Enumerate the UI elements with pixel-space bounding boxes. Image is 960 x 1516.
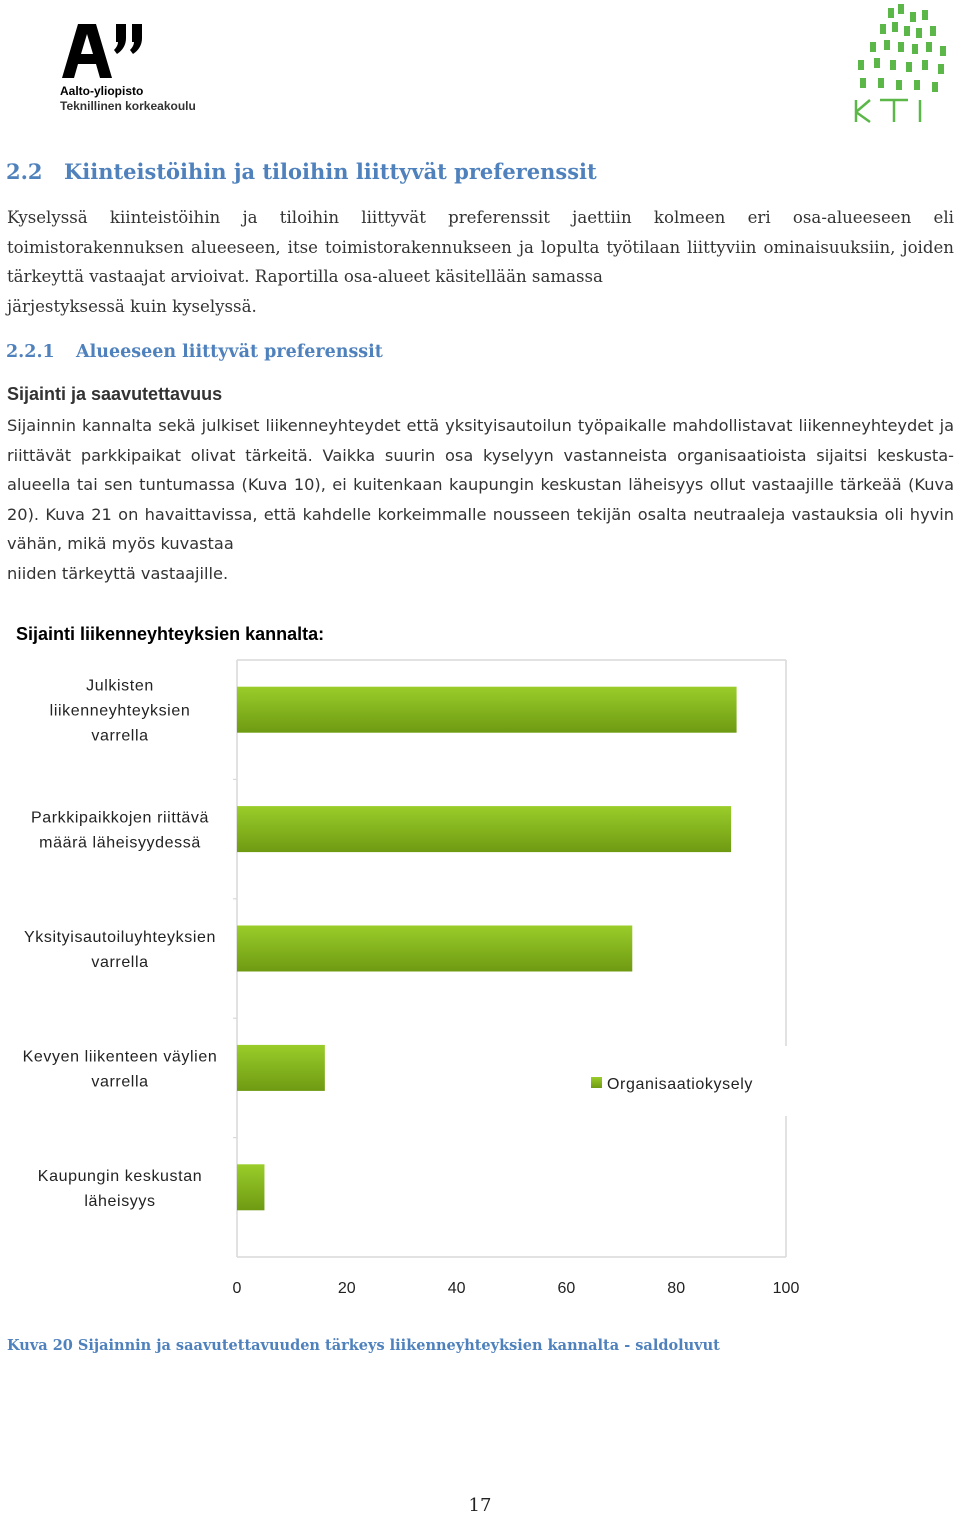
- category-label-4: [23, 1048, 218, 1090]
- legend-swatch: [591, 1077, 602, 1088]
- figure-caption: Kuva 20 Sijainnin ja saavutettavuuden tärkeys liikenneyhteyksien kannalta - saldoluvut: [7, 1337, 720, 1354]
- category-label-line: Kaupungin keskustan: [37, 1167, 203, 1185]
- category-label-line: Julkisten: [86, 677, 154, 695]
- category-label-2: [31, 810, 209, 852]
- bar-2: [237, 806, 731, 852]
- category-label-line: läheisyys: [84, 1192, 156, 1210]
- bar-1: [237, 687, 737, 733]
- x-tick-label: 40: [447, 1280, 466, 1297]
- subsection-title: Alueeseen liittyvät preferenssit: [76, 342, 383, 362]
- category-label-line: varrella: [91, 727, 149, 745]
- intro-paragraph-last-line: järjestyksessä kuin kyselyssä.: [7, 297, 257, 316]
- category-label-line: varrella: [91, 954, 149, 971]
- subsection-number: 2.2.1: [6, 342, 55, 362]
- x-tick-label: 20: [337, 1280, 356, 1297]
- category-label-line: Kevyen liikenteen väylien: [22, 1048, 218, 1066]
- bar-chart: [0, 650, 960, 1310]
- aalto-logo-text: Aalto-yliopisto: [60, 84, 144, 98]
- section-heading: [6, 159, 597, 184]
- bar-5: [237, 1164, 264, 1210]
- chart-title: Sijainti liikenneyhteyksien kannalta:: [16, 624, 325, 644]
- kti-logo: [850, 2, 954, 126]
- location-paragraph-last-line: niiden tärkeyttä vastaajille.: [7, 563, 229, 583]
- category-label-line: Yksityisautoiluyhteyksien: [24, 929, 216, 946]
- category-label-line: varrella: [91, 1073, 149, 1091]
- x-tick-label: 60: [557, 1280, 576, 1297]
- category-label-3: [24, 929, 216, 971]
- topic-heading: Sijainti ja saavutettavuus: [7, 384, 223, 404]
- category-label-line: liikenneyhteyksien: [49, 702, 191, 720]
- x-tick-label: 0: [232, 1280, 242, 1297]
- page-number: 17: [468, 1495, 492, 1516]
- legend-label: Organisaatiokysely: [607, 1076, 753, 1093]
- category-label-5: [38, 1168, 202, 1210]
- intro-paragraph: Kyselyssä kiinteistöihin ja tiloihin liittyvät preferenssit jaettiin kolmeen eri osa-alueeseen eli toimistorakennuksen alueeseen, itse toimistorakennukseen ja lopulta työtilaan liittyviin ominaisuuksiin, joiden tärkeyttä vastaajat arvioivat. Raportilla osa-alueet käsitellään samassa: [7, 208, 954, 286]
- section-title: Kiinteistöihin ja tiloihin liittyvät preferenssit: [64, 159, 597, 184]
- x-tick-label: 80: [667, 1280, 686, 1297]
- category-label-line: Parkkipaikkojen riittävä: [30, 809, 210, 827]
- location-paragraph: [7, 411, 954, 588]
- section-number: 2.2: [6, 159, 43, 184]
- aalto-logo-subtext: Teknillinen korkeakoulu: [60, 99, 196, 113]
- bar-3: [237, 926, 632, 972]
- location-paragraph-text: Sijainnin kannalta sekä julkiset liikenneyhteydet että yksityisautoilun työpaikalle mahdollistavat liikenneyhteydet ja riittävät parkkipaikat olivat tärkeitä. Vaikka suurin osa kyselyyn vastanneista organisaatioista sijaitsi keskusta-alueella tai sen tuntumassa (Kuva 10), ei kuitenkaan kaupungin keskustan läheisyys ollut vastaajille tärkeää (Kuva 20). Kuva 21 on havaittavissa, että kahdelle korkeimmalle nousseen tekijän osalta neutraaleja vastauksia oli hyvin vähän, mikä myös kuvastaa: [7, 416, 954, 553]
- category-label-1: [50, 678, 191, 745]
- bar-4: [237, 1045, 325, 1091]
- x-tick-label: 100: [772, 1280, 800, 1297]
- subsection-heading: [6, 342, 383, 362]
- category-label-line: määrä läheisyydessä: [39, 834, 201, 852]
